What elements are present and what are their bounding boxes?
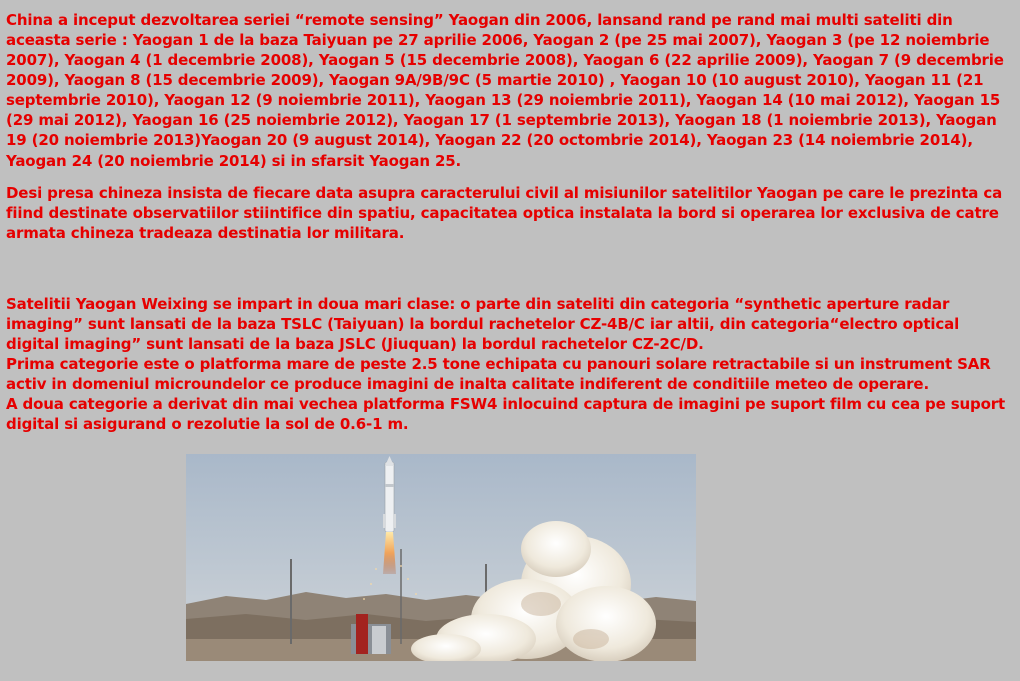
rocket-launch-photo — [186, 454, 696, 661]
article-body — [6, 10, 1012, 434]
section-satellite-classes — [6, 294, 1012, 434]
paragraph-sar-category: Prima categorie este o platforma mare de peste 2.5 tone echipata cu panouri solare retractabile si un instrument SAR activ in domeniul microundelor ce produce imagini de inalta calitate indiferent de conditiile meteo de operare. — [6, 355, 991, 393]
paragraph-launch-history: China a inceput dezvoltarea seriei “remote sensing” Yaogan din 2006, lansand rand pe rand mai multi sateliti din aceasta serie : Yaogan 1 de la baza Taiyuan pe 27 aprilie 2006, Yaogan 2 (pe 25 mai 2007), Yaogan 3 (pe 12 noiembrie 2007), Yaogan 4 (1 decembrie 2008), Yaogan 5 (15 decembrie 2008), Yaogan 6 (22 aprilie 2009), Yaogan 7 (9 decembrie 2009), Yaogan 8 (15 decembrie 2009), Yaogan 9A/9B/9C (5 martie 2010) , Yaogan 10 (10 august 2010), Yaogan 11 (21 septembrie 2010), Yaogan 12 (9 noiembrie 2011), Yaogan 13 (29 noiembrie 2011), Yaogan 14 (10 mai 2012), Yaogan 15 (29 mai 2012), Yaogan 16 (25 noiembrie 2012), Yaogan 17 (1 septembrie 2013), Yaogan 18 (1 noiembrie 2013), Yaogan 19 (20 noiembrie 2013)Yaogan 20 (9 august 2014), Yaogan 22 (20 octombrie 2014), Yaogan 23 (14 noiembrie 2014), — [6, 11, 1004, 149]
rocket-launch-illustration — [186, 454, 696, 661]
paragraph-satellite-classes: Satelitii Yaogan Weixing se impart in doua mari clase: o parte din sateliti din categoria “synthetic aperture radar imaging” sunt lansati de la baza TSLC (Taiyuan) la bordul rachetelor CZ-4B/C iar altii, din categoria“electro optical digital imaging” sunt lansati de la baza JSLC (Jiuquan) la bordul rachetelor CZ-2C/D. — [6, 295, 960, 353]
paragraph-optical-category: A doua categorie a derivat din mai vechea platforma FSW4 inlocuind captura de imagini pe suport film cu cea pe suport digital si asigurand o rezolutie la sol de 0.6-1 m. — [6, 395, 1006, 433]
paragraph-military-purpose: Desi presa chineza insista de fiecare data asupra caracterului civil al misiunilor satelitilor Yaogan pe care le prezinta ca fiind destinate observatiilor stiintifice din spatiu, capacitatea optica instalata la bord si operarea lor exclusiva de catre armata chineza tradeaza destinatia lor militara. — [6, 184, 1003, 242]
paragraph-launch-history-end: Yaogan 24 (20 noiembrie 2014) si in sfarsit Yaogan 25. — [6, 152, 462, 170]
